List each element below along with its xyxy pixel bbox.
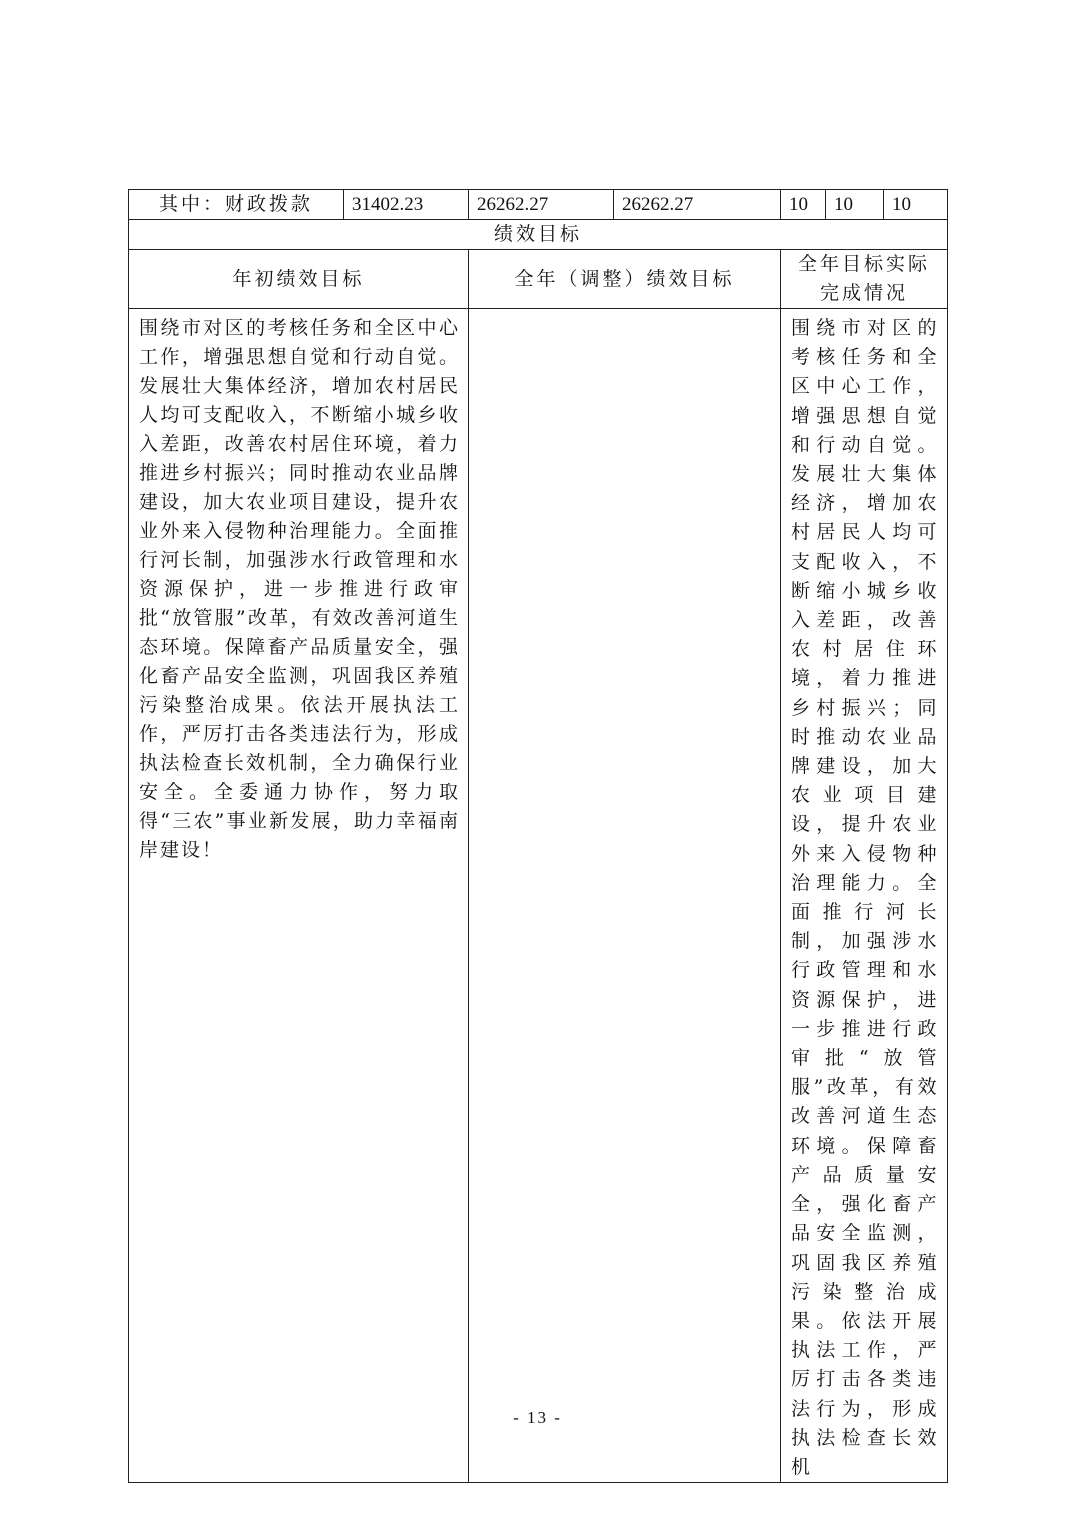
fiscal-value-2: 26262.27 bbox=[469, 190, 614, 220]
header-actual-completion bbox=[781, 250, 948, 309]
header-actual-line2: 完成情况 bbox=[819, 282, 908, 304]
section-title: 绩效目标 bbox=[129, 220, 948, 250]
fiscal-value-4: 10 bbox=[781, 190, 826, 220]
adjusted-goal-text bbox=[469, 309, 780, 314]
fiscal-value-5: 10 bbox=[826, 190, 884, 220]
actual-completion-cell bbox=[781, 309, 948, 1483]
fiscal-allocation-label: 其中：财政拨款 bbox=[129, 190, 344, 220]
section-title-row bbox=[129, 220, 948, 250]
initial-goal-cell bbox=[129, 309, 469, 1483]
page-number: - 13 - bbox=[513, 1408, 562, 1427]
fiscal-value-6: 10 bbox=[884, 190, 948, 220]
fiscal-value-1: 31402.23 bbox=[344, 190, 469, 220]
header-initial-goal: 年初绩效目标 bbox=[129, 250, 469, 309]
performance-table bbox=[128, 189, 948, 1483]
header-actual-line1: 全年目标实际 bbox=[797, 253, 930, 275]
header-adjusted-goal: 全年（调整）绩效目标 bbox=[469, 250, 781, 309]
fiscal-value-3: 26262.27 bbox=[614, 190, 781, 220]
goal-body-row bbox=[129, 309, 948, 1483]
adjusted-goal-cell bbox=[469, 309, 781, 1483]
fiscal-allocation-row bbox=[129, 190, 948, 220]
goal-header-row bbox=[129, 250, 948, 309]
initial-goal-text: 围绕市对区的考核任务和全区中心工作，增强思想自觉和行动自觉。发展壮大集体经济，增加农村居民人均可支配收入，不断缩小城乡收入差距，改善农村居住环境，着力推进乡村振兴；同时推动农业品牌建设，加大农业项目建设，提升农业外来入侵物种治理能力。全面推行河长制，加强涉水行政管理和水资源保护，进一步推进行政审批“放管服”改革，有效改善河道生态环境。保障畜产品质量安全，强化畜产品安全监测，巩固我区养殖污染整治成果。依法开展执法工作，严厉打击各类违法行为，形成执法检查长效机制，全力确保行业安全。全委通力协作，努力取得“三农”事业新发展，助力幸福南岸建设！ bbox=[139, 317, 460, 861]
actual-completion-text: 围绕市对区的考核任务和全区中心工作，增强思想自觉和行动自觉。发展壮大集体经济，增加农村居民人均可支配收入，不断缩小城乡收入差距，改善农村居住环境，着力推进乡村振兴；同时推动农业品牌建设，加大农业项目建设，提升农业外来入侵物种治理能力。全面推行河长制，加强涉水行政管理和水资源保护，进一步推进行政审批“放管服”改革，有效改善河道生态环境。保障畜产品质量安全，强化畜产品安全监测，巩固我区养殖污染整治成果。依法开展执法工作，严厉打击各类违法行为，形成执法检查长效机 bbox=[791, 317, 939, 1478]
